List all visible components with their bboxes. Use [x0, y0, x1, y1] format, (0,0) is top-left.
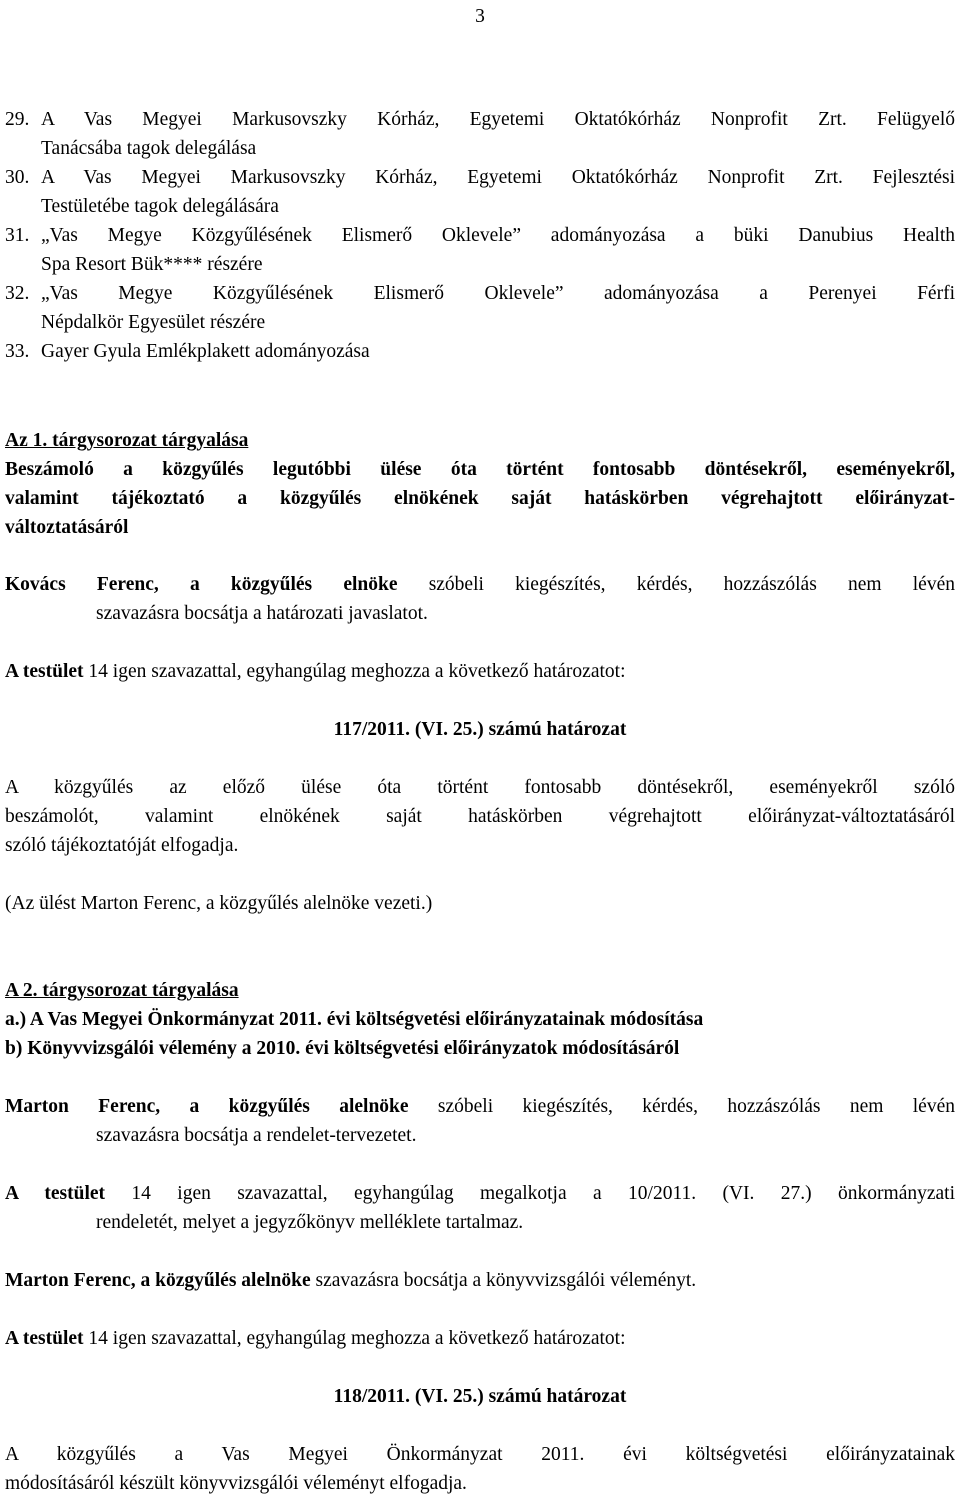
- section-1: [5, 426, 955, 542]
- speaker-text: szavazásra bocsátja a rendelet-tervezetet.: [96, 1125, 417, 1146]
- vote-subject: A testület: [5, 1183, 106, 1204]
- section-2: [5, 976, 955, 1063]
- vote-text: rendeletét, melyet a jegyzőkönyv melléklete tartalmaz.: [96, 1212, 524, 1233]
- section-2-speaker-1: [5, 1092, 955, 1150]
- agenda-item-31: [5, 221, 955, 279]
- vote-text: 14 igen szavazattal, egyhangúlag megalkotja a 10/2011. (VI. 27.) önkormányzati: [105, 1183, 955, 1204]
- agenda-item-number: 33.: [5, 341, 30, 362]
- resolution-text: A közgyűlés az előző ülése óta történt fontosabb döntésekről, eseményekről szóló: [5, 777, 955, 798]
- section-2-heading: A 2. tárgysorozat tárgyalása: [5, 980, 239, 1001]
- speaker-text: szóbeli kiegészítés, kérdés, hozzászólás nem lévén: [408, 1096, 955, 1117]
- agenda-item-number: 30.: [5, 167, 30, 188]
- agenda-item-text: Gayer Gyula Emlékplakett adományozása: [41, 341, 370, 362]
- section-1-heading: Az 1. tárgysorozat tárgyalása: [5, 430, 249, 451]
- agenda-item-text: „Vas Megye Közgyűlésének Elismerő Oklevele” adományozása a Perenyei Férfi: [41, 283, 955, 304]
- agenda-item-32: [5, 279, 955, 337]
- vote-subject: A testület: [5, 1328, 84, 1349]
- agenda-item-text: A Vas Megyei Markusovszky Kórház, Egyetemi Oktatókórház Nonprofit Zrt. Fejlesztési: [41, 167, 955, 188]
- speaker-text: szavazásra bocsátja a határozati javaslatot.: [96, 603, 428, 624]
- agenda-item-text: Tanácsába tagok delegálása: [41, 138, 257, 159]
- section-2-speaker-2: [5, 1266, 955, 1295]
- resolution-text: beszámolót, valamint elnökének saját hatáskörben végrehajtott előirányzat-változtatásáról: [5, 806, 955, 827]
- agenda-item-text: Népdalkör Egyesület részére: [41, 312, 266, 333]
- chair-note: (Az ülést Marton Ferenc, a közgyűlés alelnöke vezeti.): [5, 893, 433, 914]
- section-2-sub-b: b) Könyvvizsgálói vélemény a 2010. évi költségvetési előirányzatok módosításáról: [5, 1038, 680, 1059]
- agenda-item-text: Spa Resort Bük**** részére: [41, 254, 263, 275]
- section-1-title: változtatásáról: [5, 517, 129, 538]
- resolution-117-title: [5, 715, 955, 744]
- agenda-item-30: [5, 163, 955, 221]
- speaker-name: Marton Ferenc, a közgyűlés alelnöke: [5, 1096, 409, 1117]
- resolution-117-body: [5, 773, 955, 860]
- resolution-title: 117/2011. (VI. 25.) számú határozat: [333, 719, 627, 740]
- section-1-title: valamint tájékoztató a közgyűlés elnökének saját hatáskörben végrehajtott előirányzat-: [5, 488, 955, 509]
- agenda-item-number: 32.: [5, 283, 30, 304]
- section-1-speaker: [5, 570, 955, 628]
- speaker-name: Marton Ferenc, a közgyűlés alelnöke: [5, 1270, 311, 1291]
- agenda-item-33: [5, 337, 955, 366]
- resolution-title: 118/2011. (VI. 25.) számú határozat: [333, 1386, 627, 1407]
- agenda-item-text: A Vas Megyei Markusovszky Kórház, Egyetemi Oktatókórház Nonprofit Zrt. Felügyelő: [41, 109, 955, 130]
- page-number: 3: [475, 6, 485, 27]
- vote-subject: A testület: [5, 661, 84, 682]
- resolution-118-body: [5, 1440, 955, 1498]
- speaker-text: szavazásra bocsátja a könyvvizsgálói véleményt.: [310, 1270, 697, 1291]
- speaker-name: Kovács Ferenc, a közgyűlés elnöke: [5, 574, 398, 595]
- resolution-text: A közgyűlés a Vas Megyei Önkormányzat 2011. évi költségvetési előirányzatainak: [5, 1444, 955, 1465]
- resolution-text: szóló tájékoztatóját elfogadja.: [5, 835, 239, 856]
- vote-text: 14 igen szavazattal, egyhangúlag meghozza a következő határozatot:: [83, 1328, 626, 1349]
- resolution-text: módosításáról készült könyvvizsgálói véleményt elfogadja.: [5, 1473, 467, 1494]
- agenda-item-text: „Vas Megye Közgyűlésének Elismerő Oklevele” adományozása a büki Danubius Health: [41, 225, 955, 246]
- section-2-sub-a: a.) A Vas Megyei Önkormányzat 2011. évi költségvetési előirányzatainak módosítása: [5, 1009, 704, 1030]
- agenda-item-29: [5, 105, 955, 163]
- agenda-item-text: Testületébe tagok delegálására: [41, 196, 279, 217]
- agenda-list: [5, 105, 955, 366]
- vote-text: 14 igen szavazattal, egyhangúlag meghozza a következő határozatot:: [83, 661, 626, 682]
- section-2-vote-1: [5, 1179, 955, 1237]
- section-1-title: Beszámoló a közgyűlés legutóbbi ülése óta történt fontosabb döntésekről, eseményekről,: [5, 459, 955, 480]
- agenda-item-number: 31.: [5, 225, 30, 246]
- section-1-vote: [5, 657, 955, 686]
- section-2-vote-2: [5, 1324, 955, 1353]
- resolution-118-title: [5, 1382, 955, 1411]
- agenda-item-number: 29.: [5, 109, 30, 130]
- speaker-text: szóbeli kiegészítés, kérdés, hozzászólás nem lévén: [397, 574, 955, 595]
